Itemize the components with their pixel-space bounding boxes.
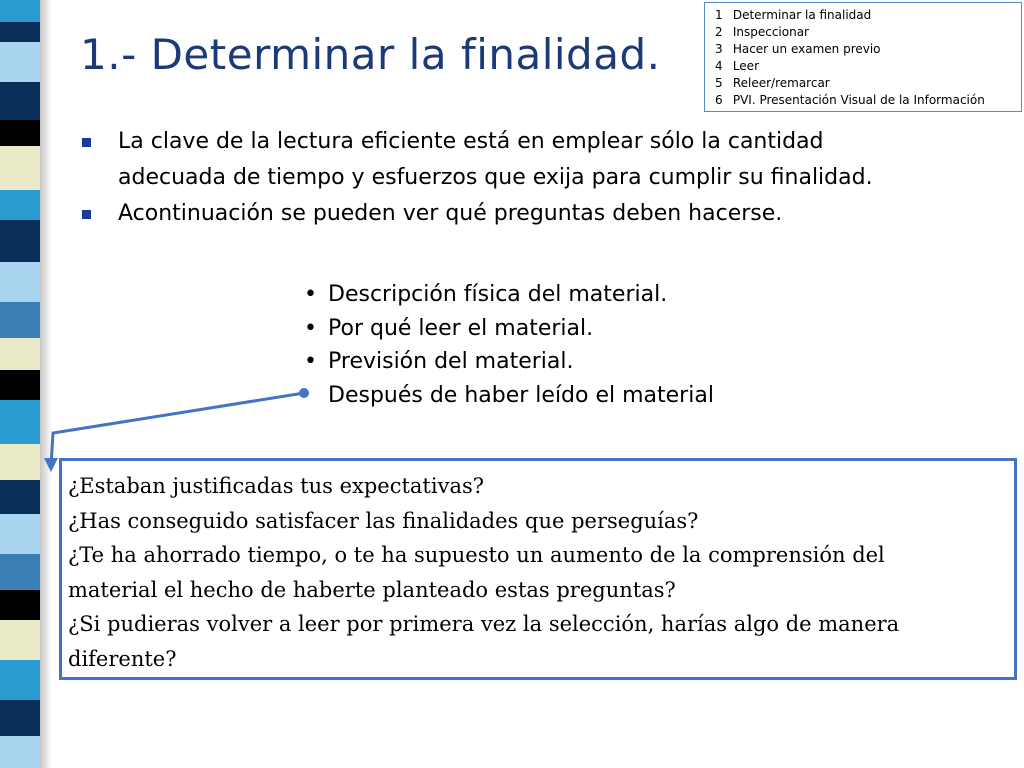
topic-text: Por qué leer el material.: [328, 315, 594, 341]
questions-box: [59, 458, 1017, 680]
arrowhead-icon: [44, 458, 58, 472]
toc-item-number: 1: [715, 8, 723, 22]
toc-item-label: PVI. Presentación Visual de la Información: [732, 93, 985, 107]
dot-bullet-icon: •: [304, 315, 317, 341]
connector-line: [51, 393, 304, 466]
dot-bullet-icon: •: [304, 282, 317, 307]
toc-item-label: Releer/remarcar: [732, 76, 830, 90]
slide-title: 1.- Determinar la finalidad.: [80, 30, 661, 79]
toc-item-number: 2: [715, 25, 723, 39]
toc-item-number: 6: [715, 93, 723, 107]
toc-item-number: 3: [715, 42, 723, 56]
topic-text: Después de haber leído el material: [328, 382, 714, 408]
dot-bullet-icon: •: [304, 349, 317, 374]
bullet-text-line: La clave de la lectura eficiente está en emplear sólo la cantidad: [118, 129, 824, 154]
toc-item-label: Determinar la finalidad: [732, 8, 872, 22]
bullet-text-line: adecuada de tiempo y esfuerzos que exija para cumplir su finalidad.: [118, 165, 873, 190]
toc-item-number: 5: [715, 76, 723, 90]
toc-item-label: Leer: [732, 59, 760, 73]
question-line: ¿Te ha ahorrado tiempo, o te ha supuesto un aumento de la comprensión del: [68, 543, 885, 567]
question-line: material el hecho de haberte planteado estas preguntas?: [68, 577, 676, 602]
question-line: ¿Si pudieras volver a leer por primera vez la selección, harías algo de manera: [68, 612, 900, 636]
topic-text: Descripción física del material.: [328, 282, 668, 307]
toc-item-label: Inspeccionar: [732, 25, 809, 39]
topic-text: Previsión del material.: [328, 349, 574, 374]
toc-item-number: 4: [715, 59, 723, 73]
question-line: ¿Estaban justificadas tus expectativas?: [68, 474, 485, 498]
question-line: ¿Has conseguido satisfacer las finalidades que perseguías?: [68, 508, 699, 533]
question-line: diferente?: [68, 646, 177, 671]
toc-item-label: Hacer un examen previo: [732, 42, 881, 56]
bullet-text-line: Acontinuación se pueden ver qué preguntas deben hacerse.: [118, 201, 783, 226]
